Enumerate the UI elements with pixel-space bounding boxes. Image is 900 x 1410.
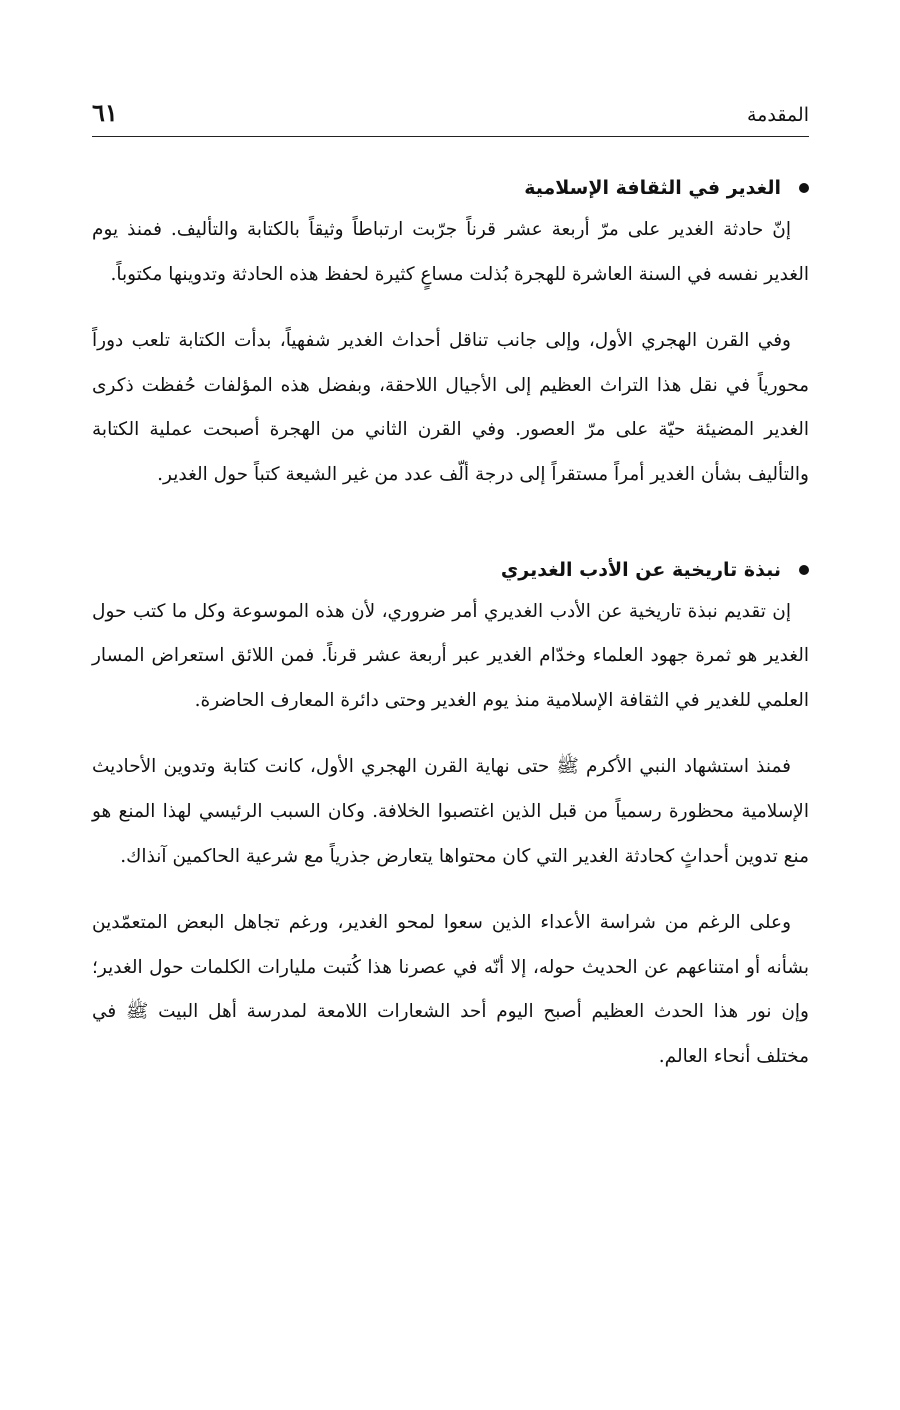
section-heading xyxy=(92,550,809,590)
section-heading-text: نبذة تاريخية عن الأدب الغديري xyxy=(500,558,781,581)
page-content xyxy=(92,168,809,1080)
page-number: ٦١ xyxy=(92,98,118,127)
section-heading-text: الغدير في الثقافة الإسلامية xyxy=(524,177,781,199)
paragraph: وعلى الرغم من شراسة الأعداء الذين سعوا لمحو الغدير، ورغم تجاهل البعض المتعمّدين بشأنه أو امتناعهم عن الحديث حوله، إلا أنّه في عصرنا هذا كُتبت مليارات الكلمات حول الغدير؛ وإن نور هذا الحدث العظيم أصبح اليوم أحد الشعارات اللامعة لمدرسة أهل البيت ﷺ في مختلف أنحاء العالم. xyxy=(92,912,809,1067)
section-ghadir-in-islamic-culture xyxy=(92,168,809,498)
paragraph: وفي القرن الهجري الأول، وإلى جانب تناقل أحداث الغدير شفهياً، بدأت الكتابة تلعب دوراً محورياً في نقل هذا التراث العظيم إلى الأجيال اللاحقة، وبفضل هذه المؤلفات حُفظت ذكرى الغدير المضيئة حيّة على مرّ العصور. وفي القرن الثاني من الهجرة أصبحت عملية الكتابة والتأليف بشأن الغدير أمراً مستقراً إلى درجة ألّف عدد من غير الشيعة كتباً حول الغدير. xyxy=(92,330,809,485)
running-title: المقدمة xyxy=(746,104,809,126)
bullet-icon xyxy=(799,565,809,575)
paragraph: إنّ حادثة الغدير على مرّ أربعة عشر قرناً جرّبت ارتباطاً وثيقاً بالكتابة والتأليف. فمنذ يوم الغدير نفسه في السنة العاشرة للهجرة بُذلت مساعٍ كثيرة لحفظ هذه الحادثة وتدوينها مكتوباً. xyxy=(92,219,809,285)
paragraph: فمنذ استشهاد النبي الأكرم ﷺ حتى نهاية القرن الهجري الأول، كانت كتابة وتدوين الأحاديث الإسلامية محظورة رسمياً من قبل الذين اغتصبوا الخلافة. وكان السبب الرئيسي لهذا المنع هو منع تدوين أحداثٍ كحادثة الغدير التي كان محتواها يتعارض جذرياً مع شرعية الحاكمين آنذاك. xyxy=(92,756,809,867)
paragraph: إن تقديم نبذة تاريخية عن الأدب الغديري أمر ضروري، لأن هذه الموسوعة وكل ما كتب حول الغدير هو ثمرة جهود العلماء وخدّام الغدير عبر أربعة عشر قرناً. فمن اللائق استعراض المسار العلمي للغدير في الثقافة الإسلامية منذ يوم الغدير وحتى دائرة المعارف الحاضرة. xyxy=(92,600,809,711)
section-heading xyxy=(92,168,809,208)
page-header xyxy=(92,96,809,137)
book-page xyxy=(92,0,809,1410)
bullet-icon xyxy=(799,183,809,193)
section-ghadir-literature-history xyxy=(92,550,809,1080)
